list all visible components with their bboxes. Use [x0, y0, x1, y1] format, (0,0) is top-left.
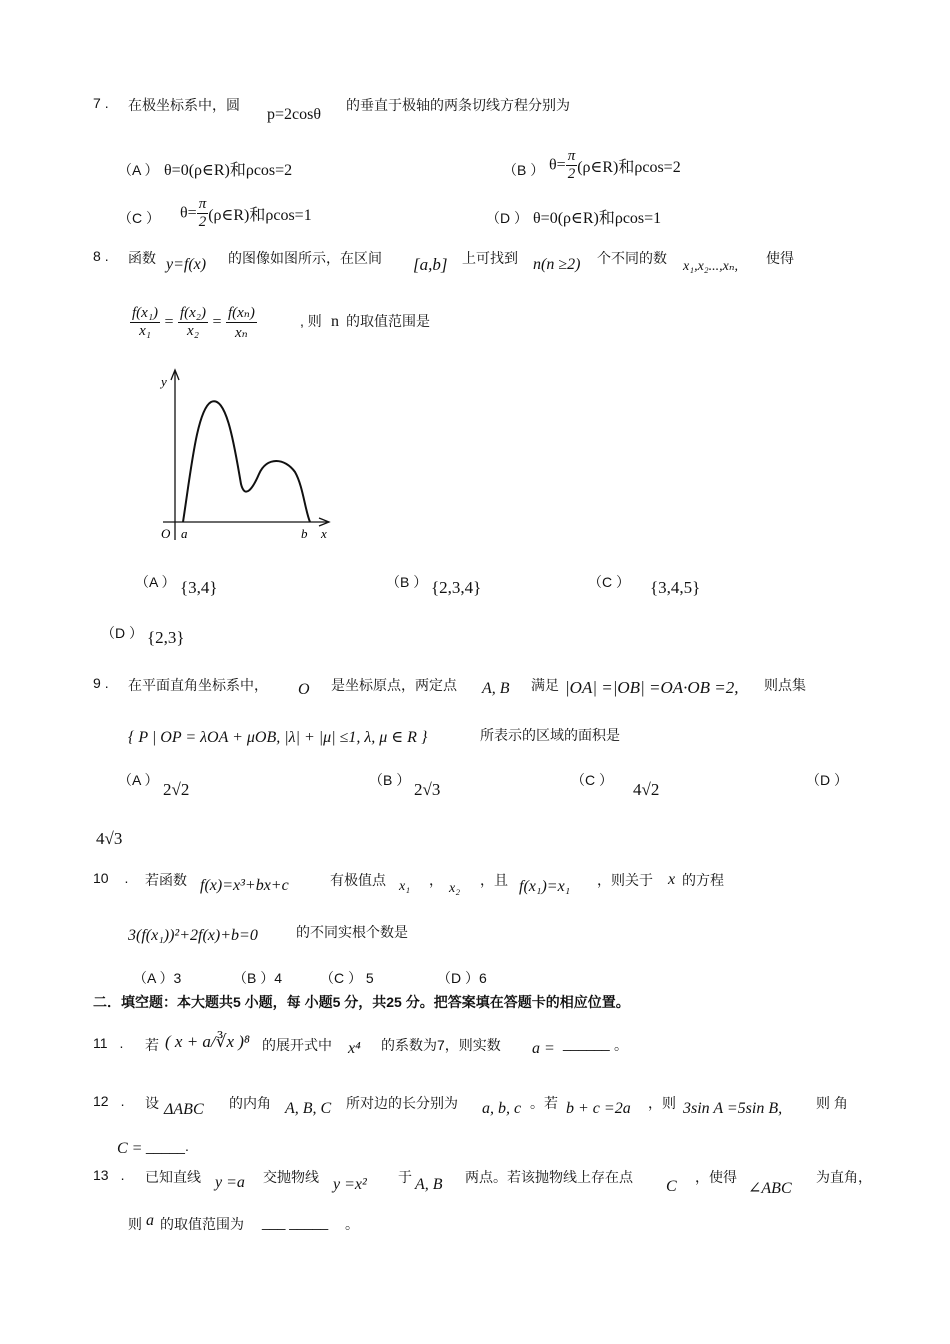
q9-option-c-label: （C ）: [571, 772, 613, 788]
q12-angles: A, B, C: [285, 1100, 332, 1117]
q8-function: y=f(x): [166, 256, 207, 273]
q10-option-d: （D ）6: [437, 970, 487, 986]
graph-x-label: x: [321, 526, 327, 541]
q10-equation: 3(f(x₁))²+2f(x)+b=0: [128, 927, 258, 944]
q7-option-d: θ=0(ρ∈R)和ρcos=1: [533, 210, 662, 227]
q8-option-c: {3,4,5}: [650, 578, 701, 597]
q8-n-condition: n(n ≥2): [533, 256, 581, 273]
q8-option-d: {2,3}: [147, 628, 185, 647]
q11-stem-b: 的展开式中: [262, 1037, 332, 1053]
q8-tail-n: n: [331, 313, 339, 330]
q7-equation: p=2cosθ: [267, 106, 322, 123]
q12-stem-a: 设: [145, 1095, 159, 1111]
q9-option-b-label: （B ）: [369, 772, 411, 788]
q11-stem-a: 若: [145, 1037, 159, 1053]
q10-x2: x₂: [449, 881, 461, 896]
graph-origin-label: O: [161, 526, 171, 541]
q8-stem-c: 上可找到: [462, 250, 518, 266]
q9-origin: O: [298, 681, 310, 698]
q9-option-a: 2√2: [163, 780, 190, 799]
q13-answer-blank[interactable]: ___ _____: [262, 1214, 329, 1230]
q10-stem-a: 若函数: [145, 872, 187, 888]
q13-number: 13 .: [93, 1167, 125, 1183]
q12-number: 12 .: [93, 1093, 125, 1109]
q8-option-d-label: （D ）: [101, 625, 143, 641]
q10-stem-d: 的方程: [682, 872, 724, 888]
q9-point-set: { P | OP = λOA + μOB, |λ| + |μ| ≤1, λ, μ ∈ R }: [128, 729, 428, 746]
q12-c-equals: C =: [117, 1140, 143, 1157]
q7-option-b: θ= $\frac{\pi}{2}$ (ρ∈R)和ρcos=2: [549, 148, 681, 182]
q9-stem-d: 则点集: [764, 677, 806, 693]
graph-b-label: b: [301, 526, 308, 541]
q12-answer-blank[interactable]: _____.: [146, 1138, 189, 1154]
q9-option-d: 4√3: [96, 829, 123, 848]
q7-stem-b: 的垂直于极轴的两条切线方程分别为: [346, 97, 570, 113]
q13-stem-a: 已知直线: [145, 1169, 201, 1185]
q12-condition-2: 3sin A =5sin B,: [683, 1100, 783, 1117]
graph-a-label: a: [181, 526, 188, 541]
q10-option-c: （C ） 5: [320, 970, 374, 986]
q13-end: 。: [345, 1216, 359, 1232]
q8-interval: [a,b]: [413, 255, 448, 274]
q11-stem-c: 的系数为7，则实数: [381, 1037, 501, 1053]
q8-number: 8 .: [93, 248, 109, 264]
q11-end: 。: [614, 1037, 628, 1053]
q8-ratio-equation: $\frac{\text{f(x₁)}}{\text{x₁}}$ = $\frac{\text{f(x₂)}}{\text{x₂}}$ = $\frac{\text{f(xₙ)}}{\text{xₙ}}$: [132, 305, 255, 341]
q10-condition: f(x₁)=x₁: [519, 878, 571, 895]
q13-line: y =a: [215, 1174, 245, 1191]
q12-stem-f: 则 角: [816, 1095, 848, 1111]
q8-stem-e: 使得: [766, 250, 794, 266]
q9-stem-a: 在平面直角坐标系中，: [128, 677, 268, 693]
q7-option-a-label: （A ）: [118, 162, 159, 178]
q7-option-c: θ= $\frac{\pi}{2}$ (ρ∈R)和ρcos=1: [180, 196, 312, 230]
q8-stem-b: 的图像如图所示，在区间: [228, 250, 382, 266]
q10-x1: x₁: [399, 879, 411, 894]
q10-function: f(x)=x³+bx+c: [200, 877, 289, 894]
q13-stem-h: 的取值范围为: [160, 1216, 244, 1232]
q9-stem-c: 满足: [531, 677, 559, 693]
q12-stem-b: 的内角: [229, 1095, 271, 1111]
q13-angle: ∠ABC: [748, 1180, 792, 1197]
q8-tail-b: 的取值范围是: [346, 313, 430, 329]
q12-sides: a, b, c: [482, 1100, 522, 1117]
q10-number: 10 .: [93, 870, 129, 886]
q13-stem-g: 则: [128, 1216, 142, 1232]
q13-parabola: y =x²: [333, 1176, 367, 1193]
q10-option-a: （A ）3: [133, 970, 182, 986]
q7-number: 7 .: [93, 95, 109, 111]
q8-option-b: {2,3,4}: [431, 578, 482, 597]
q9-option-b: 2√3: [414, 780, 441, 799]
q13-stem-d: 两点。若该抛物线上存在点: [465, 1169, 633, 1185]
q10-x: x: [668, 871, 676, 888]
q12-condition: b + c =2a: [566, 1100, 631, 1117]
q8-stem-a: 函数: [128, 250, 156, 266]
q10-stem-e: 的不同实根个数是: [296, 924, 408, 940]
q8-option-c-label: （C ）: [588, 574, 630, 590]
q9-condition: |OA| =|OB| =OA·OB =2,: [565, 678, 739, 697]
q11-binomial: ( x + a/∛x )⁸: [165, 1032, 250, 1051]
q10-stem-c: ，则关于: [597, 872, 653, 888]
q9-option-d-label: （D ）: [806, 772, 848, 788]
q13-stem-c: 于: [398, 1169, 412, 1185]
q12-triangle: ΔABC: [164, 1101, 204, 1118]
q8-option-b-label: （B ）: [386, 574, 428, 590]
q10-comma2: ，且: [480, 872, 508, 888]
q11-number: 11 .: [93, 1035, 124, 1051]
q13-point-c: C: [666, 1178, 677, 1195]
q12-stem-e: ，则: [648, 1095, 676, 1111]
q13-stem-f: 为直角，: [816, 1169, 872, 1185]
function-curve: [183, 401, 310, 522]
q10-stem-b: 有极值点: [330, 872, 386, 888]
q11-answer-blank[interactable]: ______: [563, 1035, 610, 1051]
q7-option-c-label: （C ）: [118, 210, 160, 226]
q11-a-equals: a =: [532, 1040, 555, 1057]
q10-option-b: （B ）4: [233, 970, 283, 986]
section-2-heading: 二．填空题：本大题共5 小题，每 小题5 分，共25 分。把答案填在答题卡的相应位置。: [93, 994, 630, 1010]
q12-stem-d: 。若: [530, 1095, 558, 1111]
q10-comma1: ，: [429, 872, 443, 888]
q13-stem-b: 交抛物线: [263, 1169, 319, 1185]
q11-x4: x⁴: [348, 1040, 361, 1057]
q9-option-a-label: （A ）: [118, 772, 159, 788]
q8-x-list: x₁,x₂...,xₙ,: [683, 259, 739, 274]
q13-stem-e: ，使得: [695, 1169, 737, 1185]
q7-option-a: θ=0(ρ∈R)和ρcos=2: [164, 162, 293, 179]
q7-option-d-label: （D ）: [486, 210, 528, 226]
q9-option-c: 4√2: [633, 780, 660, 799]
q9-number: 9 .: [93, 675, 109, 691]
q8-tail-a: , 则: [300, 313, 322, 329]
q12-stem-c: 所对边的长分别为: [346, 1095, 458, 1111]
q9-stem-e: 所表示的区域的面积是: [480, 727, 620, 743]
q13-points: A, B: [415, 1176, 443, 1193]
q8-stem-d: 个不同的数: [597, 250, 667, 266]
q8-option-a-label: （A ）: [135, 574, 176, 590]
q8-option-a: {3,4}: [180, 578, 218, 597]
q7-option-b-label: （B ）: [503, 162, 545, 178]
q9-stem-b: 是坐标原点，两定点: [331, 677, 457, 693]
graph-y-label: y: [161, 374, 167, 389]
q8-function-graph: [145, 360, 345, 550]
q7-stem-a: 在极坐标系中，圆: [128, 97, 240, 113]
q13-a: a: [146, 1212, 154, 1229]
q9-points: A, B: [482, 680, 510, 697]
